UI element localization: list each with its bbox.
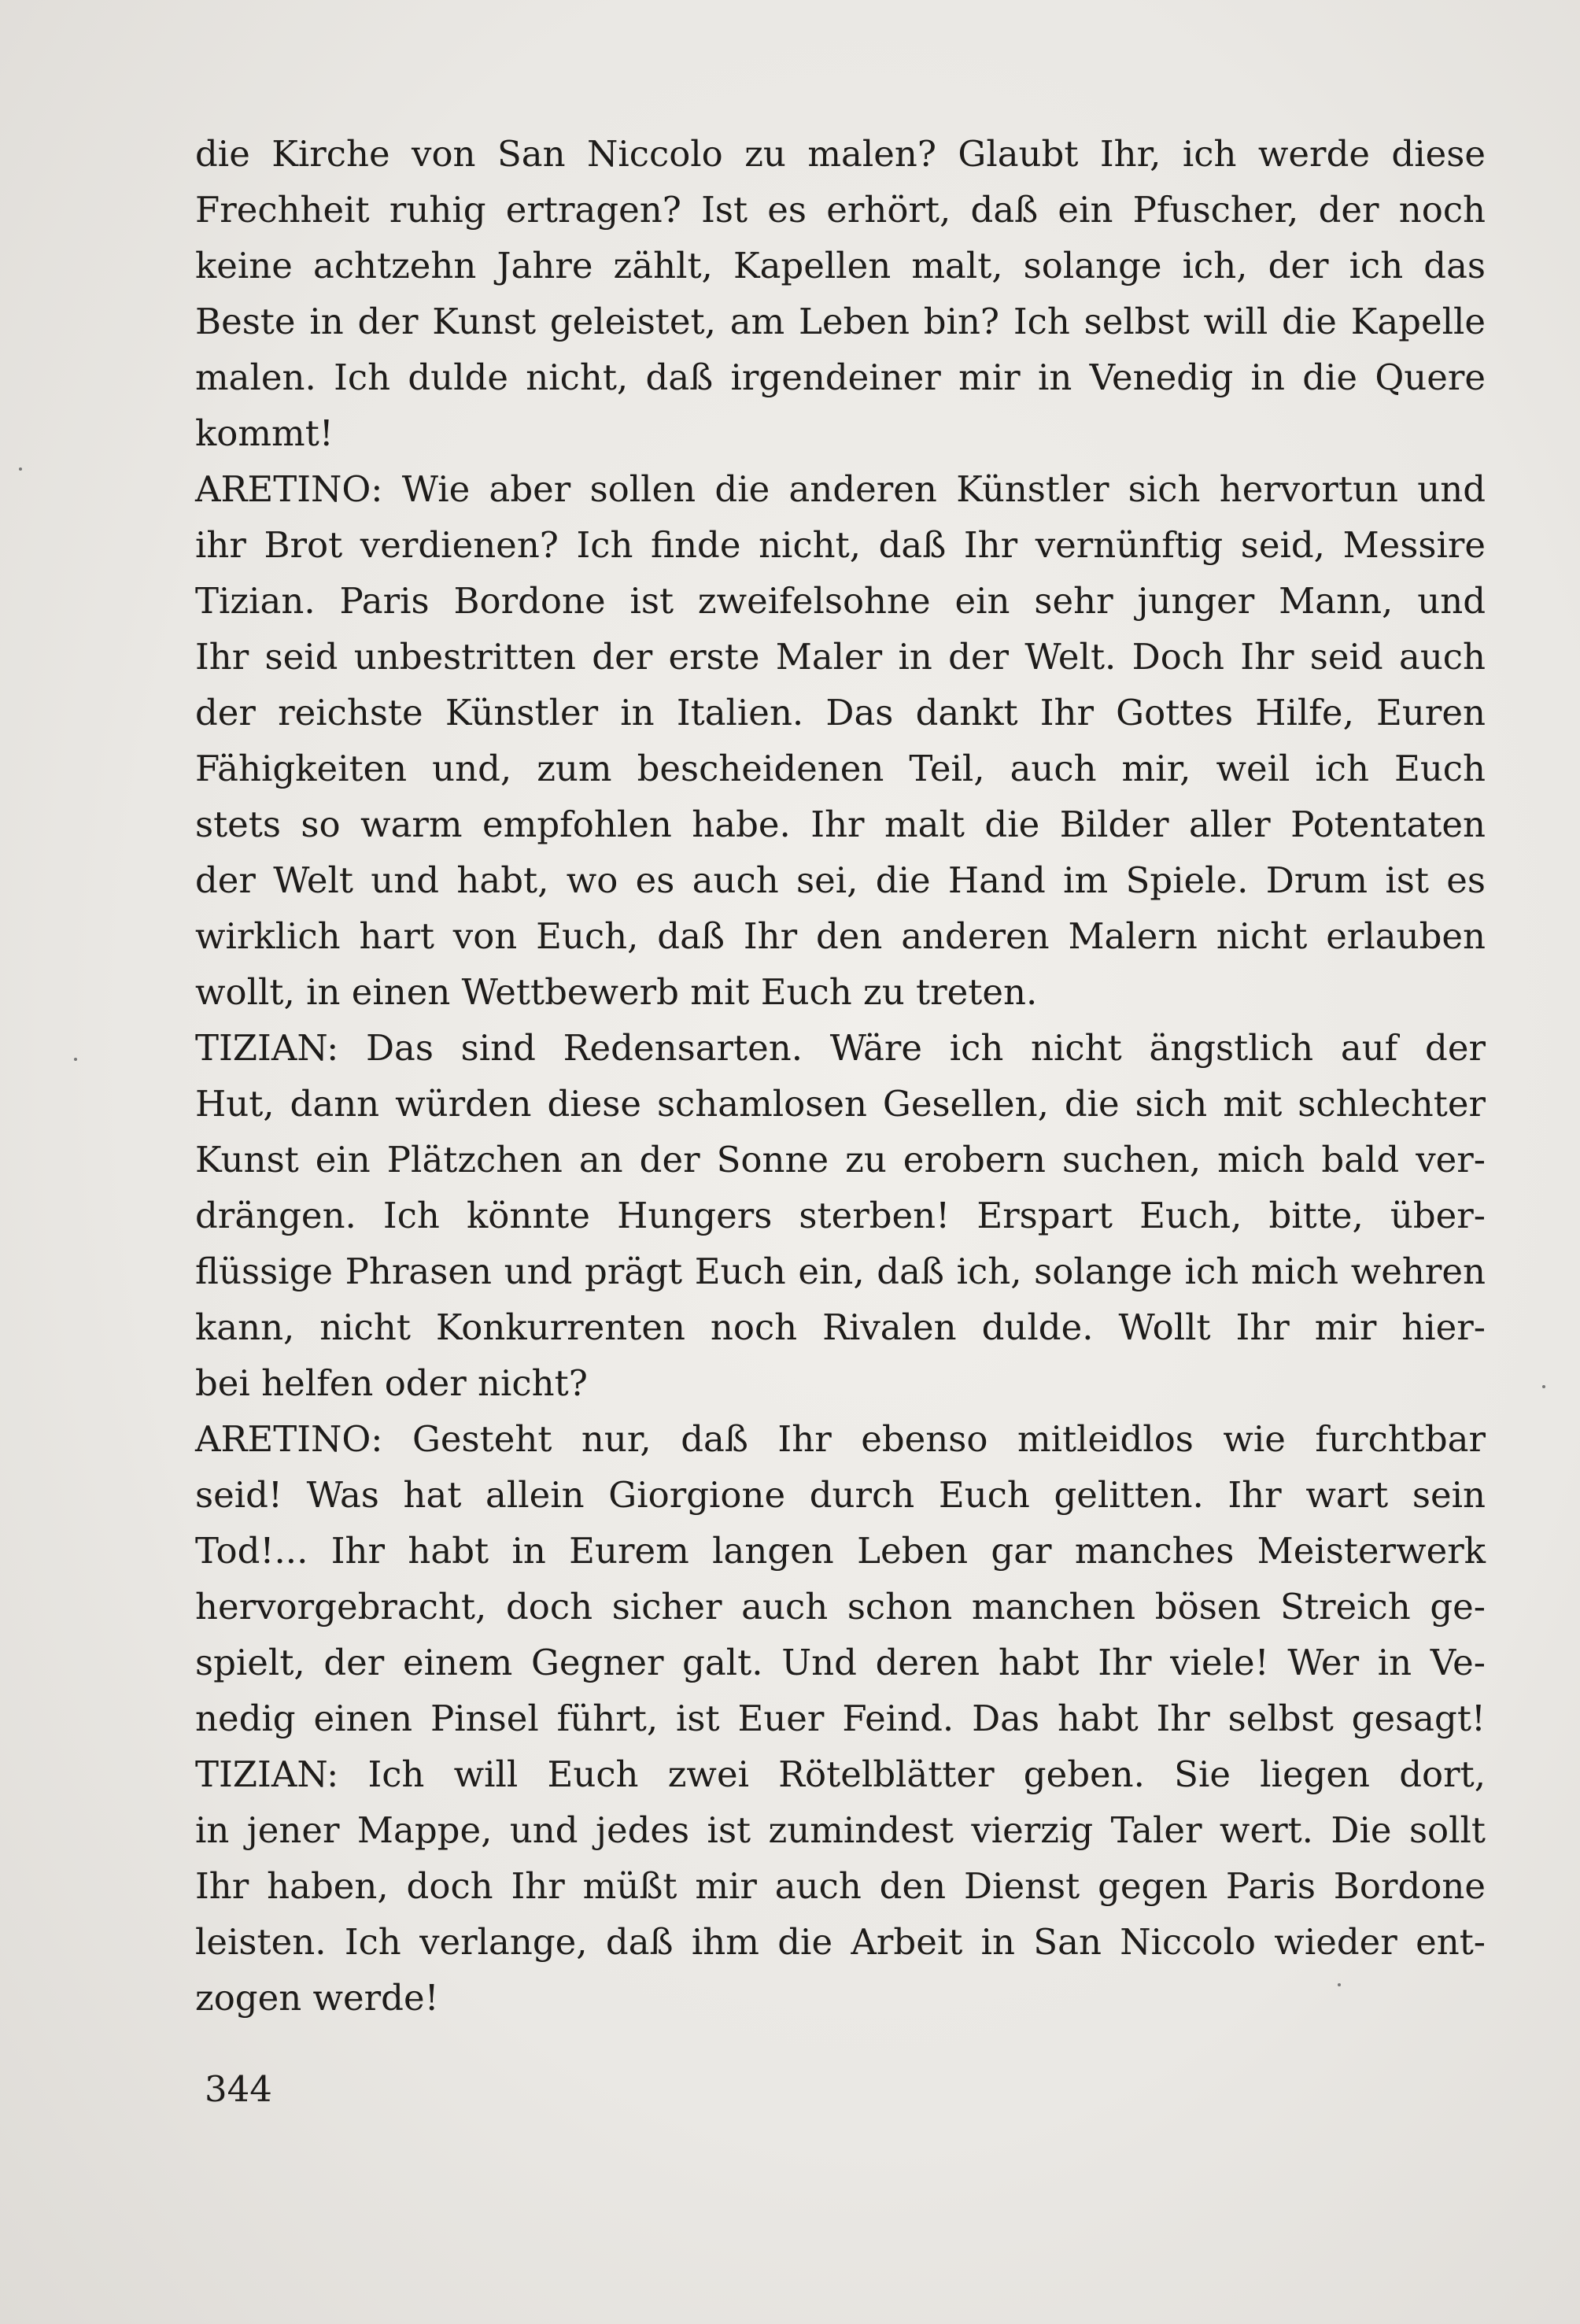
text-line: ihr Brot verdienen? Ich finde nicht, daß Ihr vernünftig seid, Messire xyxy=(195,524,1486,566)
speaker-line: ARETINO: Wie aber sollen die anderen Künstler sich hervortun und xyxy=(195,468,1486,510)
text-line: kommt! xyxy=(195,412,334,454)
text-line: in jener Mappe, und jedes ist zumindest vierzig Taler wert. Die sollt xyxy=(195,1809,1486,1851)
text-line: drängen. Ich könnte Hungers sterben! Erspart Euch, bitte, über- xyxy=(195,1195,1486,1236)
text-line: kann, nicht Konkurrenten noch Rivalen dulde. Wollt Ihr mir hier- xyxy=(195,1306,1486,1348)
paper-speck xyxy=(1542,1385,1545,1388)
paper-speck xyxy=(74,1058,77,1061)
text-line: der Welt und habt, wo es auch sei, die Hand im Spiele. Drum ist es xyxy=(195,859,1486,901)
speaker-line: ARETINO: Gesteht nur, daß Ihr ebenso mitleidlos wie furchtbar xyxy=(195,1418,1486,1460)
text-line: Ihr haben, doch Ihr müßt mir auch den Dienst gegen Paris Bordone xyxy=(195,1865,1486,1907)
text-line: malen. Ich dulde nicht, daß irgendeiner mir in Venedig in die Quere xyxy=(195,357,1486,398)
text-line: Kunst ein Plätzchen an der Sonne zu erobern suchen, mich bald ver- xyxy=(195,1139,1486,1180)
text-line: stets so warm empfohlen habe. Ihr malt die Bilder aller Potentaten xyxy=(195,804,1486,845)
text-line: die Kirche von San Niccolo zu malen? Glaubt Ihr, ich werde diese xyxy=(195,133,1486,175)
speaker-line: TIZIAN: Das sind Redensarten. Wäre ich nicht ängstlich auf der xyxy=(195,1027,1486,1069)
text-line: leisten. Ich verlange, daß ihm die Arbeit in San Niccolo wieder ent- xyxy=(195,1921,1486,1963)
text-line: zogen werde! xyxy=(195,1977,439,2019)
text-line: Hut, dann würden diese schamlosen Gesellen, die sich mit schlechter xyxy=(195,1083,1486,1125)
text-line: keine achtzehn Jahre zählt, Kapellen malt, solange ich, der ich das xyxy=(195,245,1486,286)
speaker-line: TIZIAN: Ich will Euch zwei Rötelblätter geben. Sie liegen dort, xyxy=(195,1753,1486,1795)
paper-speck xyxy=(1338,1983,1341,1986)
text-line: nedig einen Pinsel führt, ist Euer Feind. Das habt Ihr selbst gesagt! xyxy=(195,1698,1486,1739)
text-line: wirklich hart von Euch, daß Ihr den anderen Malern nicht erlauben xyxy=(195,915,1486,957)
text-line: seid! Was hat allein Giorgione durch Euch gelitten. Ihr wart sein xyxy=(195,1474,1486,1516)
text-line: spielt, der einem Gegner galt. Und deren habt Ihr viele! Wer in Ve- xyxy=(195,1642,1486,1683)
text-line: flüssige Phrasen und prägt Euch ein, daß ich, solange ich mich wehren xyxy=(195,1251,1486,1292)
text-line: bei helfen oder nicht? xyxy=(195,1362,588,1404)
paper-speck xyxy=(19,467,22,471)
text-line: Ihr seid unbestritten der erste Maler in der Welt. Doch Ihr seid auch xyxy=(195,636,1486,678)
text-line: wollt, in einen Wettbewerb mit Euch zu treten. xyxy=(195,971,1038,1013)
text-line: Beste in der Kunst geleistet, am Leben bin? Ich selbst will die Kapelle xyxy=(195,301,1486,342)
text-line: Frechheit ruhig ertragen? Ist es erhört, daß ein Pfuscher, der noch xyxy=(195,189,1486,231)
text-line: Tod!... Ihr habt in Eurem langen Leben gar manches Meisterwerk xyxy=(195,1530,1486,1572)
text-line: Fähigkeiten und, zum bescheidenen Teil, auch mir, weil ich Euch xyxy=(195,748,1486,789)
text-line: Tizian. Paris Bordone ist zweifelsohne ein sehr junger Mann, und xyxy=(195,580,1486,622)
page-number: 344 xyxy=(205,2068,272,2110)
body-text xyxy=(195,126,1486,2026)
text-line: der reichste Künstler in Italien. Das dankt Ihr Gottes Hilfe, Euren xyxy=(195,692,1486,733)
text-line: hervorgebracht, doch sicher auch schon manchen bösen Streich ge- xyxy=(195,1586,1486,1628)
